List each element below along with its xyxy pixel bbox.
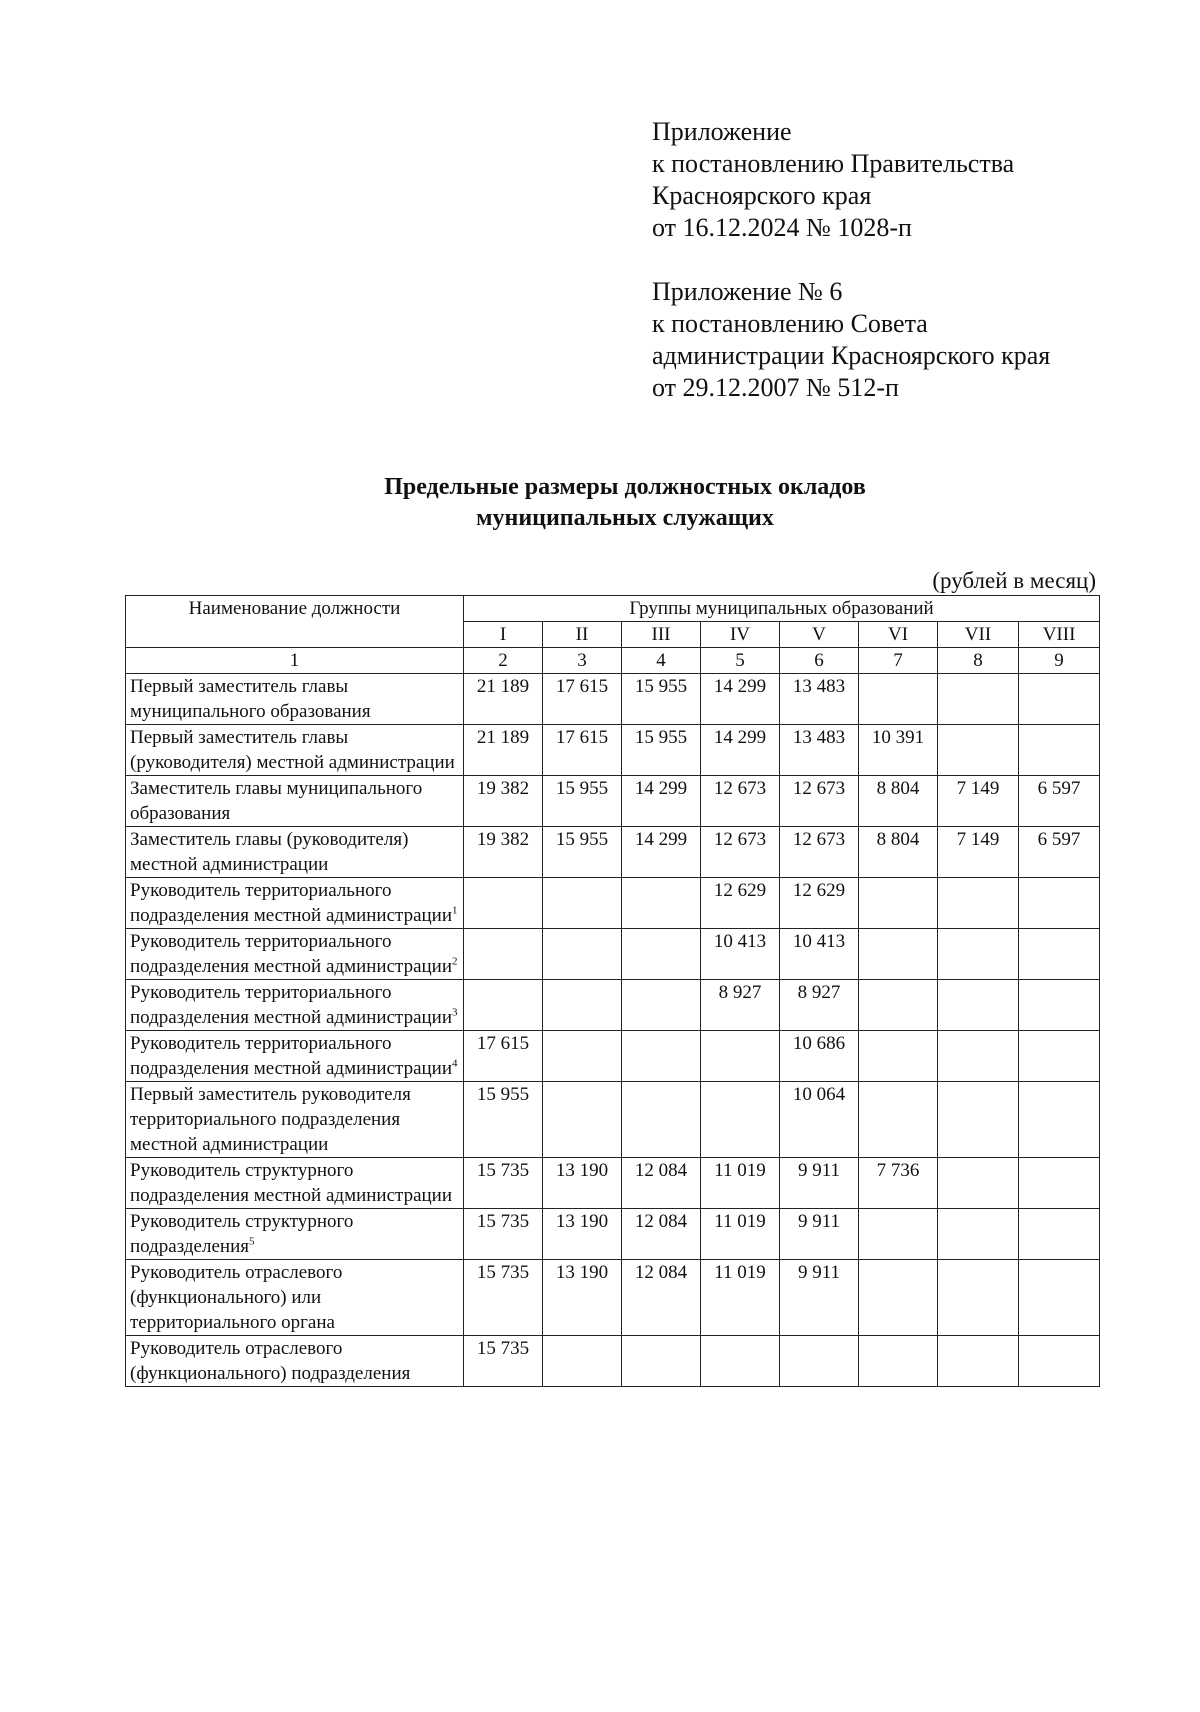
column-number-cell: 5 [701,648,780,674]
salary-value-cell [938,1031,1019,1082]
salary-value-cell [464,980,543,1031]
salary-value-cell [1019,1336,1100,1387]
salary-value-cell: 15 955 [622,674,701,725]
column-number-cell: 1 [126,648,464,674]
column-number-cell: 6 [780,648,859,674]
position-name-cell [126,827,464,878]
appendix6-line: от 29.12.2007 № 512-п [652,373,899,402]
salary-value-cell [859,1336,938,1387]
salary-value-cell [622,1336,701,1387]
salary-value-cell: 17 615 [543,674,622,725]
group-header-cell: VI [859,622,938,648]
salary-value-cell: 12 629 [780,878,859,929]
salary-value-cell [622,980,701,1031]
position-name-cell [126,1336,464,1387]
salary-value-cell: 13 190 [543,1260,622,1336]
salary-value-cell [1019,980,1100,1031]
appendix-line: от 16.12.2024 № 1028-п [652,213,912,242]
salary-value-cell: 15 955 [543,827,622,878]
position-name-cell [126,1209,464,1260]
position-name: Руководитель территориального подразделения местной администрации [130,982,453,1028]
salary-value-cell [543,878,622,929]
position-name: Руководитель отраслевого (функционального) или территориального органа [130,1262,343,1333]
salary-value-cell: 12 673 [701,827,780,878]
salary-value-cell: 17 615 [464,1031,543,1082]
salary-value-cell [938,929,1019,980]
salary-value-cell: 10 686 [780,1031,859,1082]
position-name: Заместитель главы (руководителя) местной администрации [130,829,409,875]
position-name-cell [126,776,464,827]
title-line-1: Предельные размеры должностных окладов [384,474,866,500]
salary-value-cell: 12 084 [622,1158,701,1209]
salary-value-cell [701,1031,780,1082]
position-name-cell [126,674,464,725]
salary-value-cell [859,1260,938,1336]
salary-value-cell [938,725,1019,776]
position-name-header: Наименование должности [126,596,464,648]
column-number-cell: 2 [464,648,543,674]
salary-value-cell [859,1209,938,1260]
table-row [126,674,1100,725]
position-name-cell [126,1031,464,1082]
group-header-cell: III [622,622,701,648]
salary-value-cell [622,1082,701,1158]
salary-value-cell [622,878,701,929]
salary-value-cell [543,1336,622,1387]
column-number-cell: 4 [622,648,701,674]
salary-value-cell: 11 019 [701,1158,780,1209]
salary-value-cell [938,674,1019,725]
salary-value-cell [464,878,543,929]
salary-value-cell: 12 084 [622,1209,701,1260]
appendix-header [652,116,1014,244]
salary-value-cell: 10 064 [780,1082,859,1158]
salary-value-cell: 12 084 [622,1260,701,1336]
position-name: Руководитель структурного подразделения [130,1211,354,1257]
salary-value-cell: 13 483 [780,674,859,725]
salary-value-cell: 8 804 [859,827,938,878]
position-name: Руководитель территориального подразделения местной администрации [130,1033,453,1079]
salary-value-cell [543,1082,622,1158]
salary-value-cell: 19 382 [464,827,543,878]
salary-value-cell [622,1031,701,1082]
table-row [126,1158,1100,1209]
position-name: Заместитель главы муниципального образования [130,778,423,824]
appendix6-line: администрации Красноярского края [652,341,1051,370]
position-name: Первый заместитель главы (руководителя) местной администрации [130,727,455,773]
salary-value-cell [938,878,1019,929]
salary-value-cell: 9 911 [780,1158,859,1209]
footnote-marker: 4 [452,1057,458,1070]
salary-value-cell [543,1031,622,1082]
salary-value-cell [1019,1260,1100,1336]
salary-value-cell: 13 483 [780,725,859,776]
position-name: Первый заместитель главы муниципального образования [130,676,371,722]
footnote-marker: 5 [248,1235,255,1248]
salary-value-cell [701,1082,780,1158]
group-header-cell: I [464,622,543,648]
salary-value-cell [1019,1031,1100,1082]
salary-value-cell: 15 955 [543,776,622,827]
salary-value-cell: 14 299 [701,674,780,725]
appendix-line: Приложение [652,117,792,146]
table-row [126,980,1100,1031]
table-row [126,1260,1100,1336]
salary-value-cell [859,1082,938,1158]
salary-value-cell [1019,1082,1100,1158]
salary-value-cell: 15 955 [464,1082,543,1158]
salary-value-cell: 10 413 [701,929,780,980]
salary-value-cell: 12 673 [780,776,859,827]
salary-value-cell: 9 911 [780,1260,859,1336]
salary-value-cell: 7 736 [859,1158,938,1209]
salary-value-cell [1019,1158,1100,1209]
salary-value-cell: 10 391 [859,725,938,776]
salary-value-cell [938,1082,1019,1158]
footnote-marker: 1 [452,904,458,917]
salary-value-cell: 21 189 [464,725,543,776]
units-label: (рублей в месяц) [932,568,1096,593]
title-line-2: муниципальных служащих [476,505,774,531]
salary-value-cell [1019,929,1100,980]
salary-value-cell: 8 927 [780,980,859,1031]
salary-value-cell: 8 927 [701,980,780,1031]
position-name-cell [126,1082,464,1158]
position-name: Руководитель отраслевого (функционального) подразделения [130,1338,411,1384]
salary-value-cell [938,1260,1019,1336]
salary-value-cell: 15 735 [464,1260,543,1336]
salary-value-cell [859,1031,938,1082]
salary-value-cell: 21 189 [464,674,543,725]
group-header-cell: VII [938,622,1019,648]
table-row [126,827,1100,878]
salary-value-cell: 7 149 [938,827,1019,878]
table-row [126,929,1100,980]
salary-value-cell: 12 629 [701,878,780,929]
salary-value-cell: 15 735 [464,1336,543,1387]
table-row [126,1031,1100,1082]
salary-value-cell: 6 597 [1019,827,1100,878]
salary-value-cell: 14 299 [622,827,701,878]
salary-value-cell [1019,1209,1100,1260]
position-name-cell [126,929,464,980]
table-row [126,1082,1100,1158]
table-row [126,878,1100,929]
column-number-cell: 3 [543,648,622,674]
appendix6-line: к постановлению Совета [652,309,928,338]
position-name: Руководитель территориального подразделения местной администрации [130,880,453,926]
salary-value-cell: 14 299 [622,776,701,827]
salary-value-cell [938,1209,1019,1260]
salary-value-cell [543,929,622,980]
document-title [0,472,1200,534]
footnote-marker: 3 [452,1006,458,1019]
header-row-groups [126,596,1100,622]
position-name-cell [126,980,464,1031]
salary-value-cell: 14 299 [701,725,780,776]
salary-value-cell: 12 673 [701,776,780,827]
salary-value-cell [859,674,938,725]
footnote-marker: 2 [452,955,458,968]
position-name-cell [126,725,464,776]
salary-value-cell: 6 597 [1019,776,1100,827]
column-number-cell: 9 [1019,648,1100,674]
salary-value-cell: 15 955 [622,725,701,776]
salary-value-cell [701,1336,780,1387]
header-row-column-numbers [126,648,1100,674]
salary-value-cell [859,980,938,1031]
salary-value-cell [938,1158,1019,1209]
position-name-cell [126,1158,464,1209]
salary-value-cell: 19 382 [464,776,543,827]
group-header-cell: V [780,622,859,648]
column-number-cell: 7 [859,648,938,674]
table-row [126,776,1100,827]
salary-value-cell: 13 190 [543,1158,622,1209]
salary-value-cell [464,929,543,980]
salary-value-cell [1019,725,1100,776]
table-row [126,1209,1100,1260]
group-header-cell: IV [701,622,780,648]
salary-value-cell [938,1336,1019,1387]
appendix6-line: Приложение № 6 [652,277,843,306]
salary-value-cell: 8 804 [859,776,938,827]
salary-value-cell: 15 735 [464,1209,543,1260]
groups-header: Группы муниципальных образований [464,596,1100,622]
position-name: Руководитель территориального подразделения местной администрации [130,931,453,977]
appendix-line: к постановлению Правительства [652,149,1015,178]
salary-value-cell [1019,878,1100,929]
salary-table [125,595,1100,1387]
appendix-line: Красноярского края [652,181,872,210]
salary-value-cell: 11 019 [701,1209,780,1260]
column-number-cell: 8 [938,648,1019,674]
group-header-cell: VIII [1019,622,1100,648]
appendix6-header [652,276,1050,404]
salary-value-cell: 13 190 [543,1209,622,1260]
position-name: Первый заместитель руководителя территориального подразделения местной администрации [130,1084,411,1155]
position-name-cell [126,1260,464,1336]
salary-value-cell [859,878,938,929]
salary-value-cell: 17 615 [543,725,622,776]
salary-value-cell: 12 673 [780,827,859,878]
salary-value-cell: 10 413 [780,929,859,980]
salary-value-cell: 11 019 [701,1260,780,1336]
salary-value-cell [780,1336,859,1387]
salary-value-cell [938,980,1019,1031]
table-row [126,1336,1100,1387]
position-name: Руководитель структурного подразделения местной администрации [130,1160,453,1206]
salary-value-cell: 15 735 [464,1158,543,1209]
salary-value-cell [1019,674,1100,725]
salary-value-cell: 9 911 [780,1209,859,1260]
table-row [126,725,1100,776]
position-name-cell [126,878,464,929]
group-header-cell: II [543,622,622,648]
salary-value-cell [622,929,701,980]
salary-value-cell [543,980,622,1031]
salary-value-cell: 7 149 [938,776,1019,827]
salary-value-cell [859,929,938,980]
